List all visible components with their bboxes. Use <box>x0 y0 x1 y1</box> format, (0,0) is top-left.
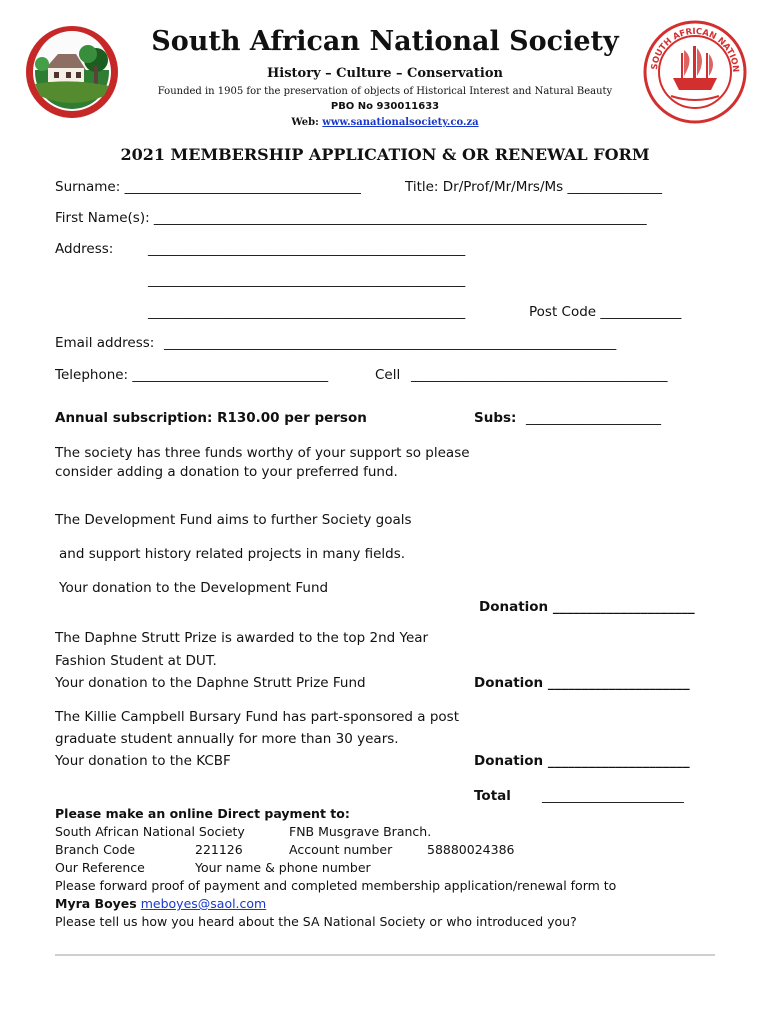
bottom-divider <box>55 954 715 956</box>
development-fund-line-1: The Development Fund aims to further Society goals <box>55 512 412 528</box>
cell-label: Cell <box>375 367 401 383</box>
title-field[interactable]: Title: Dr/Prof/Mr/Mrs/Ms ______________ <box>405 179 662 195</box>
branch-code-value: 221126 <box>195 842 243 857</box>
pbo-number: PBO No 930011633 <box>330 101 440 112</box>
daphne-donation-field[interactable]: Donation _____________________ <box>474 675 690 691</box>
post-code-field[interactable]: Post Code ____________ <box>529 304 682 320</box>
seal-ring-text: SOUTH AFRICAN NATION <box>649 26 741 73</box>
daphne-prize-line-1: The Daphne Strutt Prize is awarded to the top 2nd Year <box>55 630 429 646</box>
address-line-2[interactable]: _______________________________________________ <box>148 272 466 288</box>
forward-instructions: Please forward proof of payment and completed membership application/renewal form to <box>55 878 617 893</box>
kcbf-donation-field[interactable]: Donation _____________________ <box>474 753 690 769</box>
founded-line: Founded in 1905 for the preservation of objects of Historical Interest and Natural Beauty <box>157 86 613 97</box>
branch-code-label: Branch Code <box>55 842 136 857</box>
address-line-1[interactable]: _______________________________________________ <box>148 241 466 257</box>
society-title: South African National Society <box>151 26 619 57</box>
surname-field[interactable]: Surname: ___________________________________ <box>55 179 361 195</box>
account-number-value: 58880024386 <box>427 842 515 857</box>
daphne-prize-line-3: Your donation to the Daphne Strutt Prize Fund <box>55 675 366 691</box>
contact-line <box>55 896 266 911</box>
kcbf-line-3: Your donation to the KCBF <box>55 753 231 769</box>
contact-email-link[interactable]: meboyes@saol.com <box>140 896 267 911</box>
form-title: 2021 MEMBERSHIP APPLICATION & OR RENEWAL FORM <box>120 145 650 164</box>
contact-name: Myra Boyes <box>55 896 137 911</box>
reference-label: Our Reference <box>55 860 145 875</box>
development-fund-line-2: and support history related projects in many fields. <box>59 546 406 562</box>
annual-subscription: Annual subscription: R130.00 per person <box>55 410 367 426</box>
email-label: Email address: <box>55 335 155 351</box>
website-line <box>0 117 770 128</box>
website-link[interactable]: www.sanationalsociety.co.za <box>322 117 479 128</box>
subs-label: Subs: <box>474 410 517 426</box>
development-fund-line-3: Your donation to the Development Fund <box>59 580 329 596</box>
kcbf-line-1: The Killie Campbell Bursary Fund has part-sponsored a post <box>55 709 460 725</box>
subs-field[interactable]: ____________________ <box>526 410 661 426</box>
telephone-field[interactable]: Telephone: _____________________________ <box>55 367 329 383</box>
bank-branch: FNB Musgrave Branch. <box>289 824 432 839</box>
address-label: Address: <box>55 241 114 257</box>
email-field[interactable]: ___________________________________________________________________ <box>164 335 617 351</box>
kcbf-line-2: graduate student annually for more than 30 years. <box>55 731 399 747</box>
funds-intro-line-1: The society has three funds worthy of your support so please <box>55 445 470 461</box>
society-subtitle: History – Culture – Conservation <box>267 66 503 81</box>
first-names-field[interactable]: First Name(s): _________________________________________________________________________ <box>55 210 647 226</box>
cell-field[interactable]: ______________________________________ <box>411 367 668 383</box>
payment-heading: Please make an online Direct payment to: <box>55 806 350 821</box>
reference-value: Your name & phone number <box>195 860 371 875</box>
account-number-label: Account number <box>289 842 393 857</box>
web-label: Web: <box>291 117 319 128</box>
total-field[interactable]: _____________________ <box>542 788 684 804</box>
heard-about-question: Please tell us how you heard about the SA National Society or who introduced you? <box>55 914 577 929</box>
address-line-3[interactable]: _______________________________________________ <box>148 304 466 320</box>
development-donation-field[interactable]: Donation _____________________ <box>479 599 695 615</box>
funds-intro-line-2: consider adding a donation to your preferred fund. <box>55 464 398 480</box>
daphne-prize-line-2: Fashion Student at DUT. <box>55 653 217 669</box>
total-label: Total <box>474 788 511 804</box>
account-name: South African National Society <box>55 824 245 839</box>
